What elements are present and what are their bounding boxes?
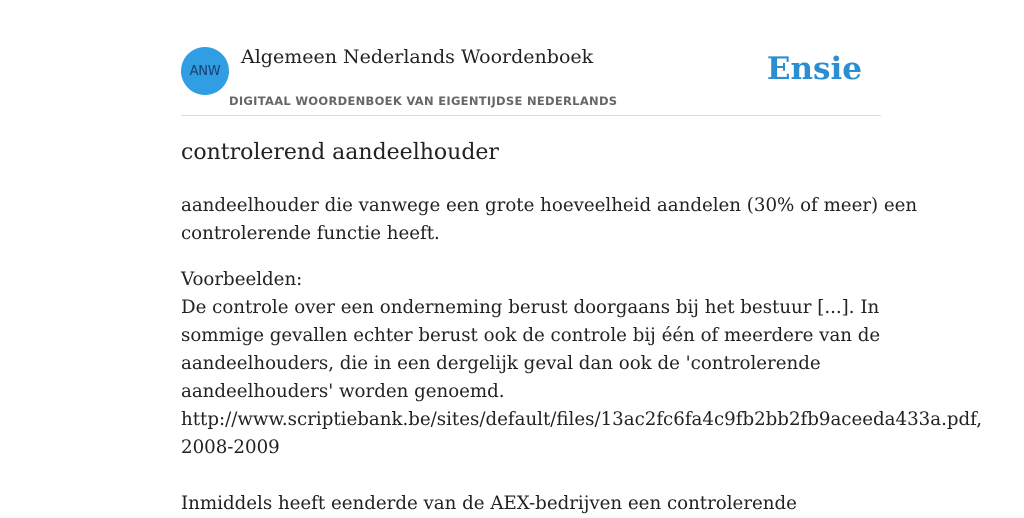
- example-spacer: [181, 462, 941, 490]
- examples-label: Voorbeelden:: [181, 269, 303, 290]
- site-subtitle: DIGITAAL WOORDENBOEK VAN EIGENTIJDSE NEDERLANDS: [229, 94, 618, 108]
- example-line: Inmiddels heeft eenderde van de AEX-bedrijven een controlerende: [181, 493, 797, 514]
- example-year: 2008-2009: [181, 437, 280, 458]
- example-line: aandeelhouders' worden genoemd.: [181, 381, 505, 402]
- definition-line: controlerende functie heeft.: [181, 223, 440, 244]
- example-line: sommige gevallen echter berust ook de controle bij één of meerdere van de: [181, 325, 881, 346]
- example-line: De controle over een onderneming berust doorgaans bij het bestuur [...]. In: [181, 297, 880, 318]
- header-divider: [181, 115, 881, 116]
- entry-examples: [181, 266, 982, 518]
- entry-headword: controlerend aandeelhouder: [181, 140, 499, 165]
- logo-text: ANW: [189, 63, 221, 79]
- definition-line: aandeelhouder die vanwege een grote hoeveelheid aandelen (30% of meer) een: [181, 195, 918, 216]
- site-title[interactable]: Algemeen Nederlands Woordenboek: [241, 46, 594, 68]
- entry-definition: [181, 192, 941, 248]
- example-source: http://www.scriptiebank.be/sites/default/files/13ac2fc6fa4c9fb2bb2fb9aceeda433a.pdf,: [181, 409, 982, 430]
- ensie-brand-link[interactable]: Ensie: [766, 51, 862, 87]
- example-line: aandeelhouders, die in een dergelijk geval dan ook de 'controlerende: [181, 353, 821, 374]
- anw-logo[interactable]: [181, 47, 229, 95]
